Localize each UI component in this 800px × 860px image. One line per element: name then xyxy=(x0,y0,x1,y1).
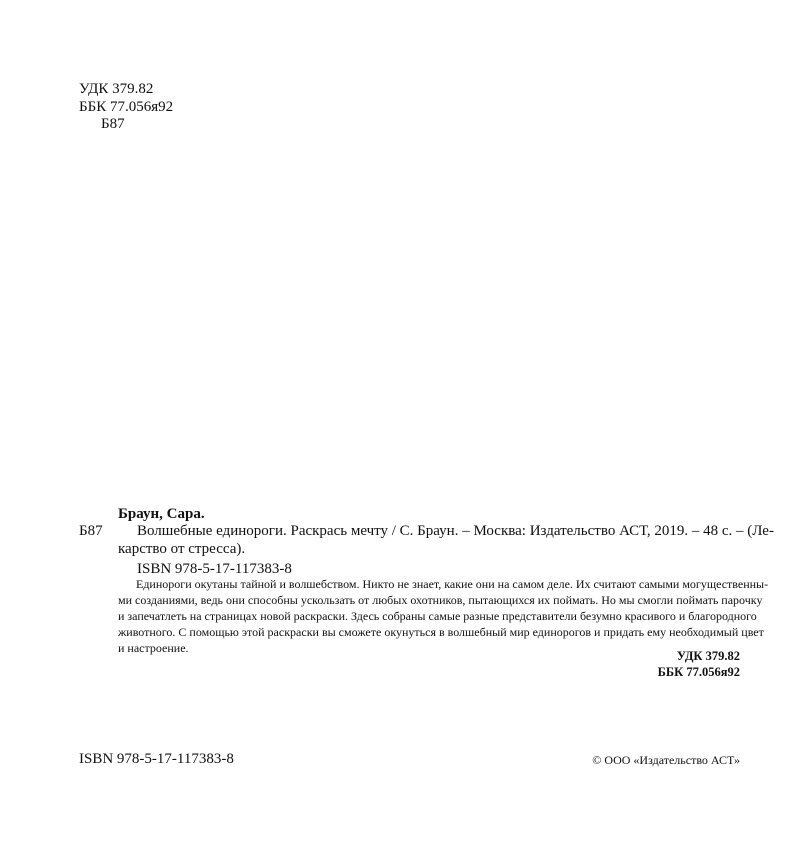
author-mark-side: Б87 xyxy=(79,523,103,539)
author-heading: Браун, Сара. xyxy=(118,506,205,522)
bibliographic-description-line-2: карство от стресса). xyxy=(118,541,246,557)
annotation-line: и запечатлеть на страницах новой раскраски. Здесь собраны самые разные представители безумно красивого и благородного xyxy=(118,609,757,623)
bibliographic-description-line-1: Волшебные единороги. Раскрась мечту / С. Браун. – Москва: Издательство АСТ, 2019. – 48 с. – (Ле- xyxy=(137,523,774,539)
bbk-code: ББК 77.056я92 xyxy=(79,99,174,115)
annotation-line: животного. С помощью этой раскраски вы сможете окунуться в волшебный мир единорогов и придать ему необходимый цвет xyxy=(118,625,764,639)
copyright-notice: © ООО «Издательство АСТ» xyxy=(592,753,740,767)
annotation xyxy=(118,576,769,656)
annotation-line: Единороги окутаны тайной и волшебством. Никто не знает, какие они на самом деле. Их считают самыми могущественны- xyxy=(136,577,769,591)
udk-code: УДК 379.82 xyxy=(79,81,154,97)
author-mark: Б87 xyxy=(101,116,125,132)
record-isbn: ISBN 978-5-17-117383-8 xyxy=(137,561,292,577)
annotation-line: ми созданиями, ведь они способны ускользать от любых охотников, пытающихся их поймать. Но мы смогли поймать парочку xyxy=(118,593,763,607)
record-bbk: ББК 77.056я92 xyxy=(657,665,740,679)
footer-isbn: ISBN 978-5-17-117383-8 xyxy=(79,751,234,767)
record-udk: УДК 379.82 xyxy=(676,649,740,663)
annotation-line: и настроение. xyxy=(118,641,189,655)
